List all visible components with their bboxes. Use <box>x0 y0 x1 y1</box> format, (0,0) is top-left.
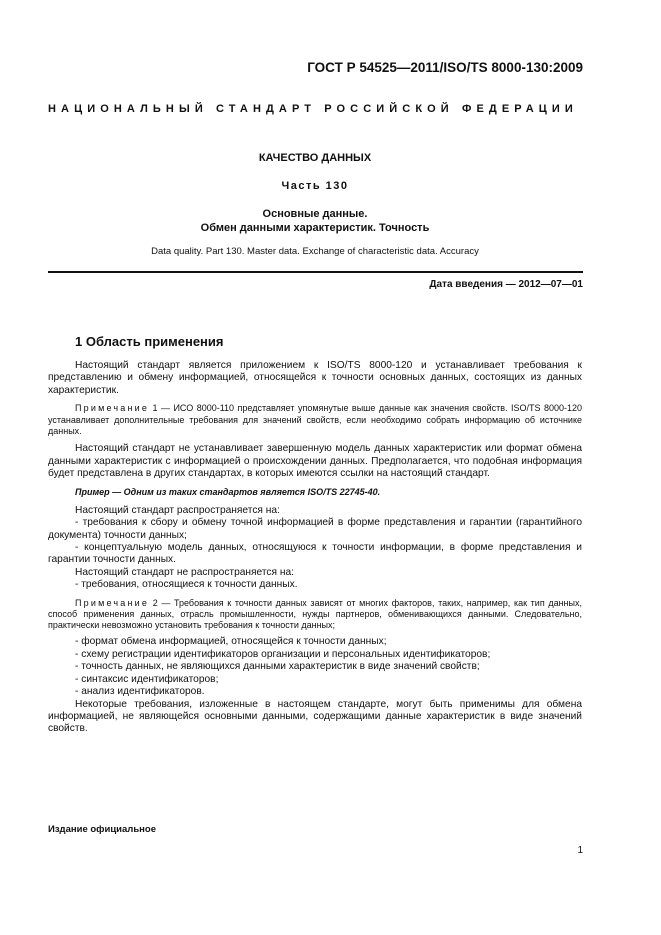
section-heading: 1 Область применения <box>75 334 224 349</box>
note-2-label: Примечание <box>75 597 150 608</box>
paragraph-final: Некоторые требования, изложенные в настоящем стандарте, могут быть применимы для обмена информацией, не являющейся основными данными, содержащими данные характеристик в виде значений свойств. <box>48 698 582 735</box>
list-item: - требования к сбору и обмену точной информацией в форме представления и гарантии (гарантийного документа) точности данных; <box>48 517 582 541</box>
official-edition-label: Издание официальное <box>48 824 156 835</box>
note-2-text: 2 — Требования к точности данных зависят от многих факторов, таких, например, как тип данных, способ применения данных, отрасль промышленности, нужды партнеров, обменивающихся данными. Следовательно, практически невозможно установить требования к точности данных; <box>48 597 582 631</box>
document-number: ГОСТ Р 54525—2011/ISO/TS 8000-130:2009 <box>307 60 583 75</box>
note-1-label: Примечание <box>75 403 150 414</box>
intro-date: Дата введения — 2012—07—01 <box>429 279 583 290</box>
scope-intro: Настоящий стандарт распространяется на: <box>75 504 280 516</box>
document-subtitle <box>48 207 582 235</box>
example: Пример — Одним из таких стандартов является ISO/TS 22745-40. <box>75 487 381 498</box>
nonscope-intro: Настоящий стандарт не распространяется на: <box>75 566 295 578</box>
list-item: - требования, относящиеся к точности данных. <box>75 579 298 591</box>
list-item: - схему регистрации идентификаторов организации и персональных идентификаторов; <box>75 648 491 660</box>
national-standard-banner: НАЦИОНАЛЬНЫЙ СТАНДАРТ РОССИЙСКОЙ ФЕДЕРАЦИИ <box>48 103 578 115</box>
note-1 <box>48 403 582 437</box>
english-title: Data quality. Part 130. Master data. Exchange of characteristic data. Accuracy <box>151 246 479 257</box>
subtitle-line-1: Основные данные. <box>262 208 368 220</box>
section-body <box>48 360 582 736</box>
subtitle-line-2: Обмен данными характеристик. Точность <box>200 222 430 234</box>
title-divider <box>48 271 583 273</box>
note-2 <box>48 598 582 632</box>
list-item: - концептуальную модель данных, относящуюся к точности информации, в форме представления и гарантии точности данных. <box>48 541 582 566</box>
document-title: КАЧЕСТВО ДАННЫХ <box>258 152 372 164</box>
list-item: - анализ идентификаторов. <box>75 686 205 698</box>
page-number: 1 <box>577 845 583 856</box>
note-1-text: 1 — ИСО 8000-110 представляет упомянутые выше данные как значения свойств. ISO/TS 8000-120 устанавливает дополнительные требования для значений свойств, если необходимо собрать информацию об источнике данных. <box>48 403 582 436</box>
list-item: - формат обмена информацией, относящейся к точности данных; <box>75 636 387 648</box>
document-part: Часть 130 <box>281 180 349 192</box>
list-item: - точность данных, не являющихся данными характеристик в виде значений свойств; <box>75 661 480 673</box>
list-item: - синтаксис идентификаторов; <box>75 673 219 685</box>
paragraph-scope: Настоящий стандарт является приложением к ISO/TS 8000-120 и устанавливает требования к представлению и обмену информацией, относящейся к точности основных данных, состоящих из данных характеристик. <box>48 360 582 396</box>
paragraph-model: Настоящий стандарт не устанавливает завершенную модель данных характеристик или формат обмена данными характеристик с информацией о происхождении данных. Предполагается, что подобная информация будет представлена в других стандартах, в которых имеются ссылки на настоящий стандарт. <box>48 443 582 479</box>
